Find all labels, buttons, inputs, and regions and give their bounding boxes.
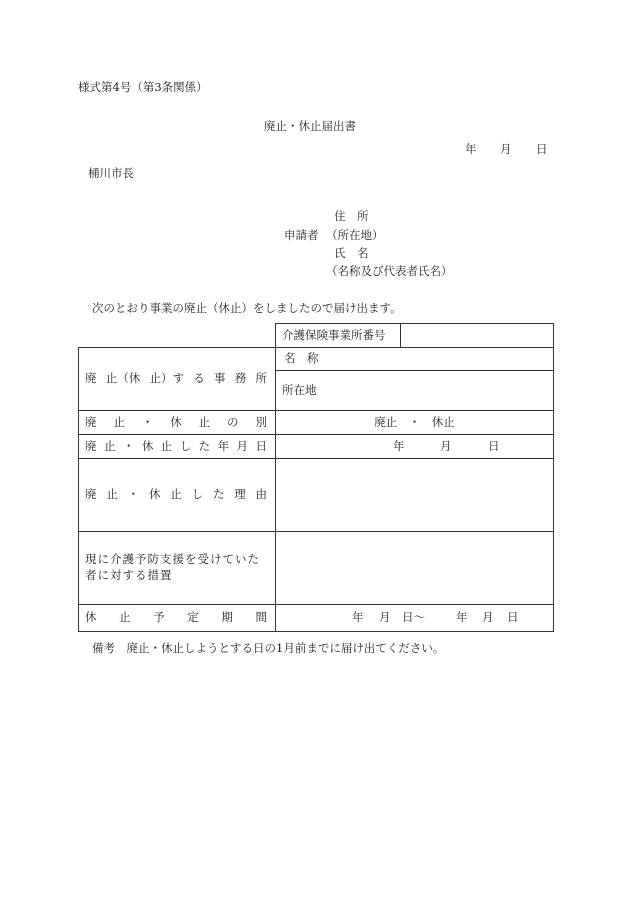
office-name-field[interactable] (276, 348, 554, 371)
date-year: 年 (465, 142, 477, 156)
office-label: 廃 止（休 止）す る 事 務 所 (79, 348, 276, 411)
period-end-month: 月 (482, 610, 494, 624)
date-month: 月 (500, 142, 512, 156)
name-label: 氏 名 (334, 246, 369, 260)
office-number-field[interactable] (401, 324, 554, 348)
period-field[interactable] (276, 605, 554, 632)
date-day: 日 (536, 142, 548, 156)
address-note: （所在地） (326, 228, 384, 242)
form-number: 様式第4号（第3条関係） (78, 80, 208, 94)
date-field-month: 月 (440, 438, 452, 453)
type-label: 廃 止 ・ 休 止 の 別 (79, 411, 276, 435)
period-end-year: 年 (456, 610, 468, 624)
intro-text: 次のとおり事業の廃止（休止）をしましたので届け出ます。 (92, 301, 402, 315)
reason-row (79, 459, 554, 532)
measures-label: 現に介護予防支援を受けていた者に対する措置 (79, 532, 276, 605)
period-start-month: 月 (379, 610, 391, 624)
office-name-row (79, 348, 554, 371)
date-row (79, 435, 554, 459)
date-field[interactable] (276, 435, 554, 459)
applicant-label: 申請者 (284, 228, 319, 242)
office-name-label: 名 称 (284, 351, 319, 366)
type-field[interactable] (276, 411, 554, 435)
period-row (79, 605, 554, 632)
period-end-day: 日 (507, 610, 519, 624)
measures-row (79, 532, 554, 605)
date-field-year: 年 (393, 438, 405, 453)
notification-form-table (78, 323, 554, 632)
address-label: 住 所 (334, 209, 369, 223)
addressee: 桶川市長 (88, 166, 134, 180)
office-location-label: 所在地 (282, 382, 317, 397)
period-start-year: 年 (352, 610, 364, 624)
document-title: 廃止・休止届出書 (264, 119, 356, 133)
office-number-row (79, 324, 554, 348)
period-label: 休 止 予 定 期 間 (79, 605, 276, 632)
office-location-field[interactable] (276, 371, 554, 411)
measures-field[interactable] (276, 532, 554, 605)
period-start-day: 日〜 (402, 610, 425, 624)
office-number-label: 介護保険事業所番号 (276, 324, 401, 348)
date-label: 廃 止 ・ 休 止 し た 年 月 日 (79, 435, 276, 459)
name-note: （名称及び代表者氏名） (326, 264, 453, 278)
remarks-note: 備考 廃止・休止しようとする日の1月前までに届け出てください。 (92, 641, 445, 655)
date-field-day: 日 (488, 438, 500, 453)
reason-field[interactable] (276, 459, 554, 532)
type-value: 廃止 ・ 休止 (374, 414, 455, 429)
reason-label: 廃 止 ・ 休 止 し た 理 由 (79, 459, 276, 532)
type-row (79, 411, 554, 435)
